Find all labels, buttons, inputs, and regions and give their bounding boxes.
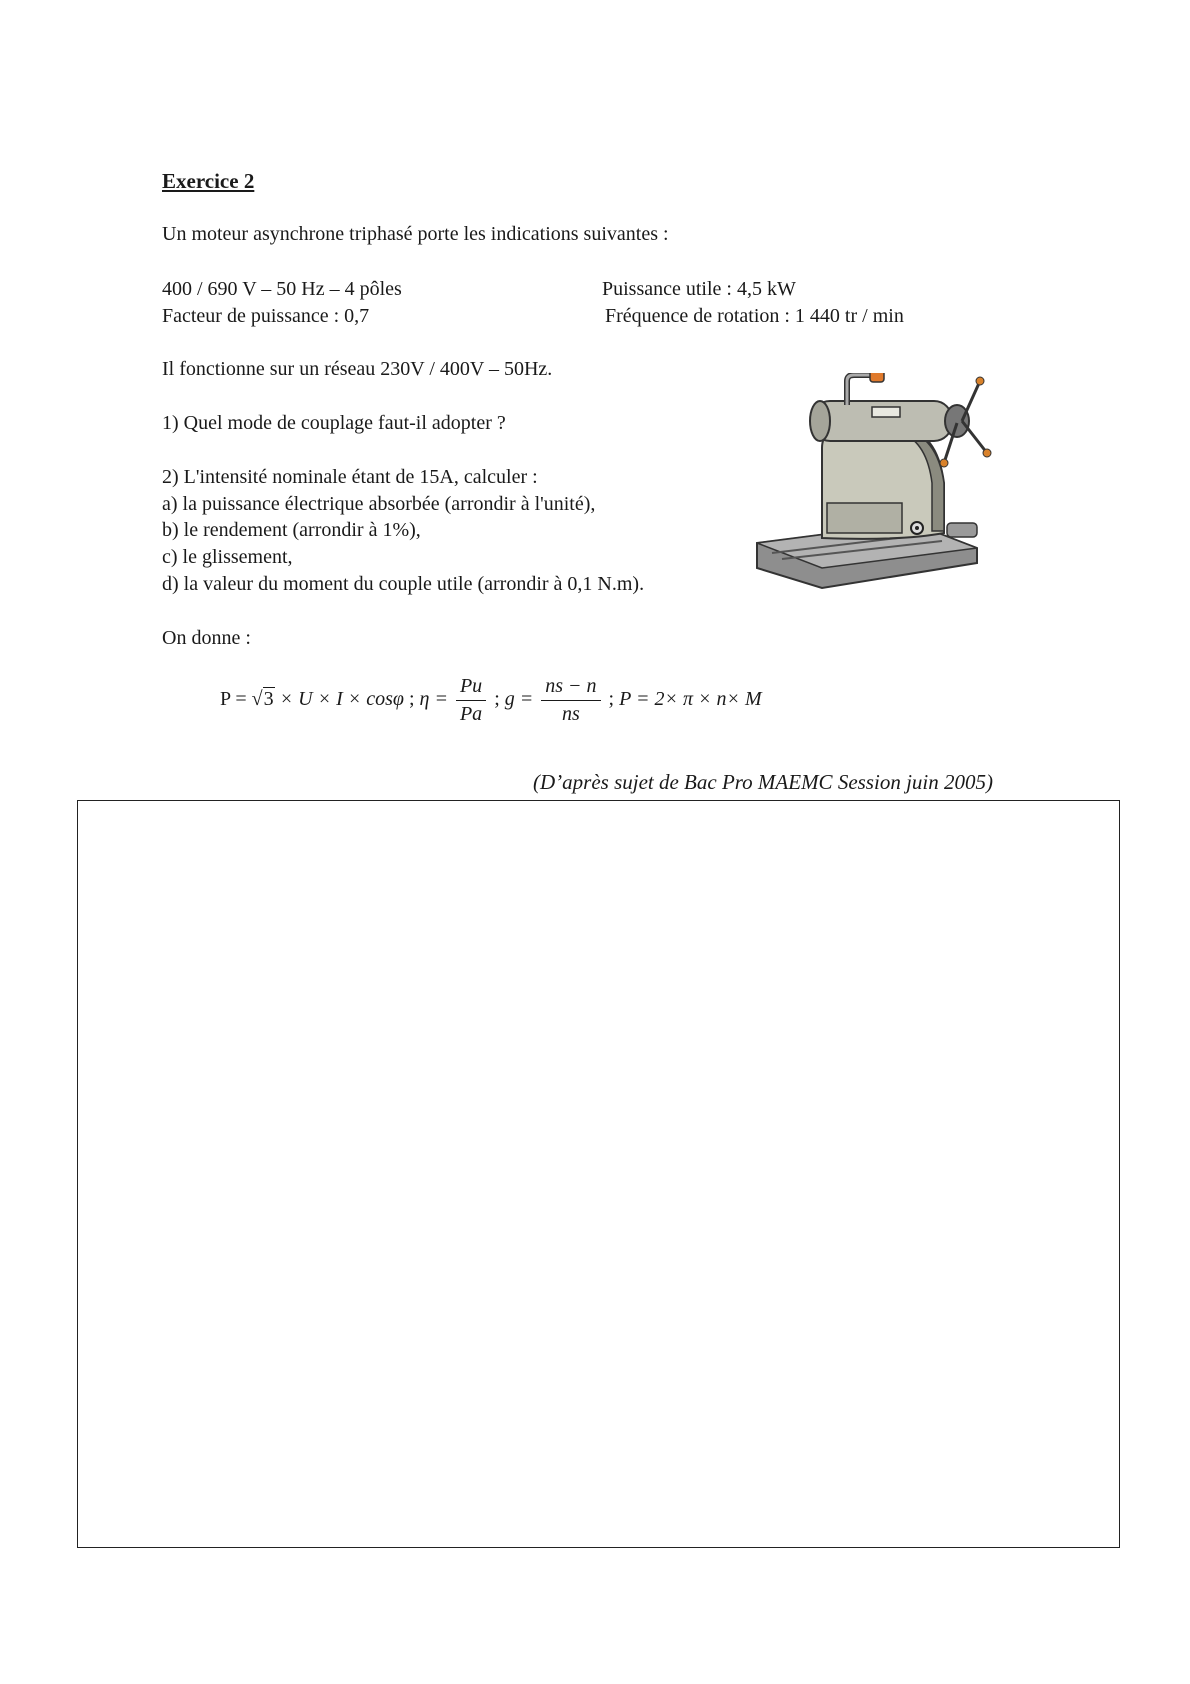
formula-efficiency-fraction <box>456 675 486 726</box>
question-2d: d) la valeur du moment du couple utile (arrondir à 0,1 N.m). <box>162 573 645 595</box>
formula-power-lhs: P = <box>220 688 247 711</box>
spec-power-factor: Facteur de puissance : 0,7 <box>162 305 370 327</box>
question-2c: c) le glissement, <box>162 546 293 568</box>
intro-text: Un moteur asynchrone triphasé porte les indications suivantes : <box>162 223 669 245</box>
formula-separator: ; <box>408 688 415 711</box>
answer-box[interactable] <box>77 800 1120 1548</box>
formula-line <box>220 675 762 745</box>
spec-useful-power: Puissance utile : 4,5 kW <box>602 278 796 300</box>
formula-slip-fraction <box>541 675 600 726</box>
formula-power-rhs: × U × I × cosφ <box>279 688 404 711</box>
formula-torque: P = 2× π × n× M <box>619 688 762 711</box>
efficiency-denominator: Pa <box>459 703 483 725</box>
question-2: 2) L'intensité nominale étant de 15A, calculer : <box>162 466 538 488</box>
network-text: Il fonctionne sur un réseau 230V / 400V – 50Hz. <box>162 358 553 380</box>
efficiency-numerator: Pu <box>456 675 486 701</box>
spec-rotation: Fréquence de rotation : 1 440 tr / min <box>605 305 904 327</box>
milling-machine-icon <box>752 373 1000 593</box>
source-citation: (D’après sujet de Bac Pro MAEMC Session juin 2005) <box>533 770 993 794</box>
question-1: 1) Quel mode de couplage faut-il adopter ? <box>162 412 506 434</box>
exercise-title: Exercice 2 <box>162 169 255 193</box>
slip-denominator: ns <box>561 703 580 725</box>
sqrt-icon: √3 <box>251 688 274 711</box>
spec-voltage: 400 / 690 V – 50 Hz – 4 pôles <box>162 278 402 300</box>
formula-efficiency-lhs: η = <box>419 688 448 711</box>
given-label: On donne : <box>162 627 251 649</box>
slip-numerator: ns − n <box>541 675 600 701</box>
question-2b: b) le rendement (arrondir à 1%), <box>162 519 421 541</box>
formula-separator: ; <box>608 688 615 711</box>
question-2a: a) la puissance électrique absorbée (arrondir à l'unité), <box>162 493 596 515</box>
formula-separator: ; <box>494 688 500 711</box>
formula-slip-lhs: g = <box>504 688 534 711</box>
